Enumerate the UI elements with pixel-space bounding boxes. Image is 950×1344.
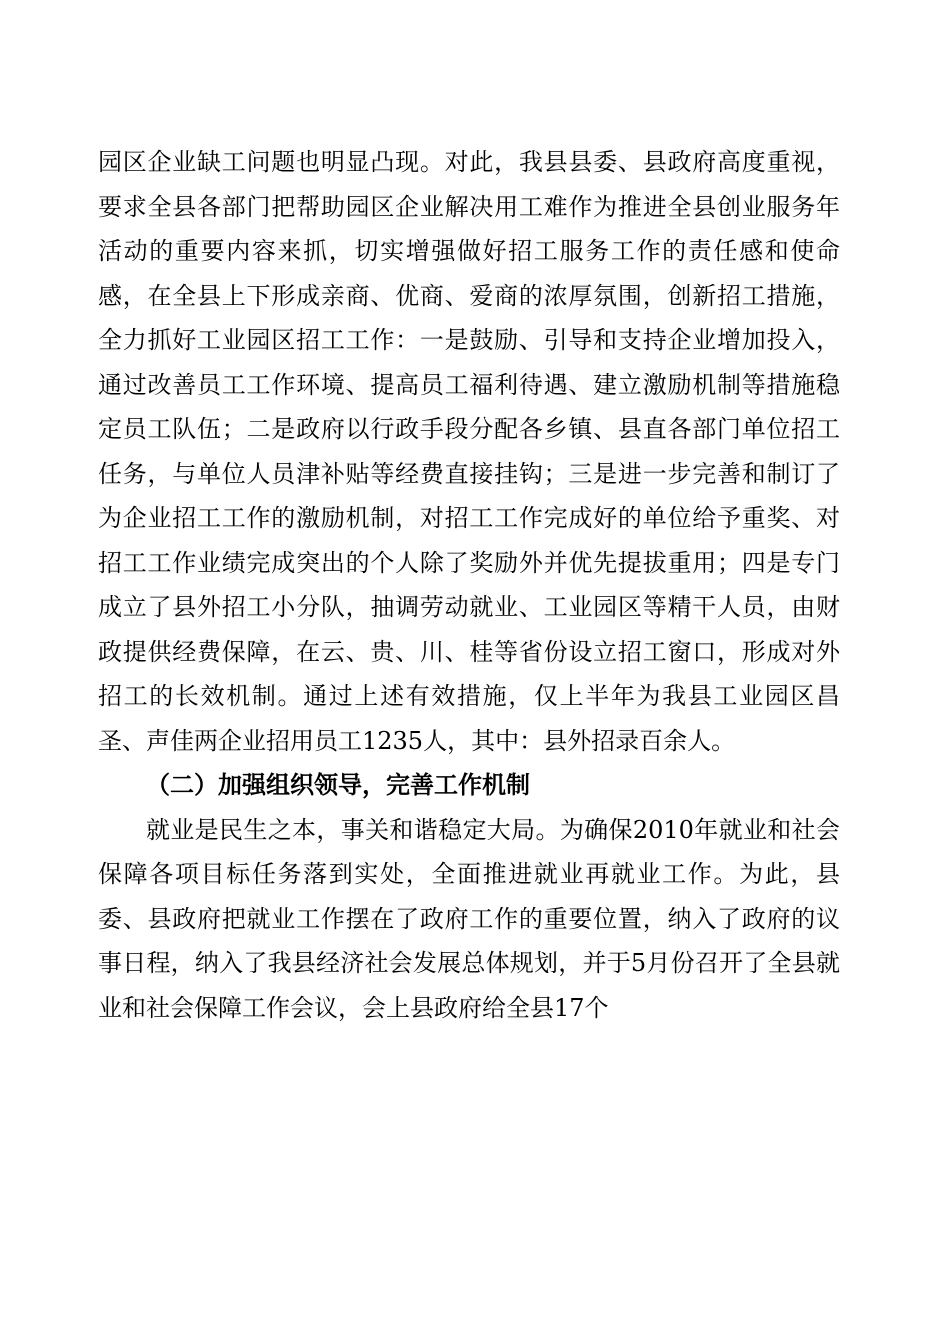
body-paragraph-employment: 就业是民生之本，事关和谐稳定大局。为确保2010年就业和社会保障各项目标任务落到实处，全面推进就业再就业工作。为此，县委、县政府把就业工作摆在了政府工作的重要位置，纳入了政府的议事日程，纳入了我县经济社会发展总体规划，并于5月份召开了全县就业和社会保障工作会议，会上县政府给全县17个 bbox=[98, 815, 840, 1022]
body-paragraph-recruitment: 园区企业缺工问题也明显凸现。对此，我县县委、县政府高度重视，要求全县各部门把帮助园区企业解决用工难作为推进全县创业服务年活动的重要内容来抓，切实增强做好招工服务工作的责任感和使命感，在全县上下形成亲商、优商、爱商的浓厚氛围，创新招工措施，全力抓好工业园区招工工作：一是鼓励、引导和支持企业增加投入，通过改善员工工作环境、提高员工福利待遇、建立激励机制等措施稳定员工队伍；二是政府以行政手段分配各乡镇、县直各部门单位招工任务，与单位人员津补贴等经费直接挂钩；三是进一步完善和制订了为企业招工工作的激励机制，对招工工作完成好的单位给予重奖、对招工工作业绩完成突出的个人除了奖励外并优先提拔重用；四是专门成立了县外招工小分队，抽调劳动就业、工业园区等精干人员，由财政提供经费保障，在云、贵、川、桂等省份设立招工窗口，形成对外招工的长效机制。通过上述有效措施，仅上半年为我县工业园区昌圣、声佳两企业招用员工1235人，其中：县外招录百余人。 bbox=[98, 148, 840, 755]
document-body bbox=[98, 140, 840, 1030]
section-heading: （二）加强组织领导，完善工作机制 bbox=[146, 771, 530, 799]
